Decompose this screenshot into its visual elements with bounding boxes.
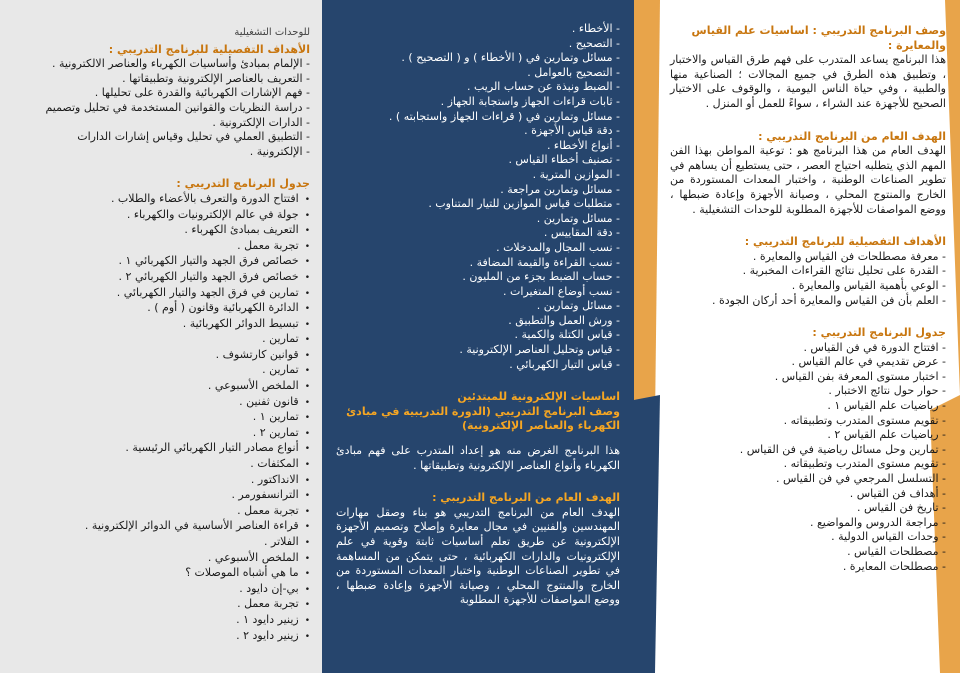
right-general-goal: الهدف العام من هذا البرنامج هو : توعية المواطن بهذا الفن المهم الذي يتطلبه احتياج العصر ، حتى يستطيع أن يساهم في تطوير الصناعات الوطنية ، واختبار المعدات المستوردة من الخارج والمنتوج المحلي ، وصيانة الأجهزة وإعادة ضبطها ، ووضع المواصفات للأجهزة المطلوبة للوحدات التشغيلية . (670, 144, 946, 216)
right-objectives-list (670, 250, 946, 308)
list-item: - مسائل وتمارين في ( قراءات الجهاز واستجابته ) . (336, 110, 620, 125)
list-item: - قياس الكتلة والكمية . (336, 328, 620, 343)
list-item: • تجربة معمل . (12, 504, 310, 520)
list-item: • تمارين ١ . (12, 410, 310, 426)
list-item: - حساب الضبط بجزء من المليون . (336, 270, 620, 285)
list-item: - التصحيح . (336, 37, 620, 52)
list-item: • تمارين في فرق الجهد والتيار الكهربائي . (12, 286, 310, 302)
list-item: - مراجعة الدروس والمواضيع . (670, 516, 946, 531)
list-item: - تاريخ فن القياس . (670, 501, 946, 516)
course-title-line2: وصف البرنامج التدريبي (الدورة التدريبية في مبادئ الكهرباء والعناصر الإلكترونية) (346, 404, 620, 433)
left-top-note: للوحدات التشغيلية (234, 27, 310, 38)
list-item: - قياس وتحليل العناصر الإلكترونية . (336, 343, 620, 358)
middle-general-goal: الهدف العام من البرنامج التدريبي هو بناء وصقل مهارات المهندسين والفنيين في مجال معايرة وإصلاح وتصميم الأجهزة الإلكترونية عن طريق تعلم أساسيات ثابتة وقوية في علم الإلكترونيات والدارات الكهربائية ، حتى يتمكن من المساهمة في تطوير الصناعات الوطنية واختبار المعدات المستوردة من الخارج والمنتوج المحلي ، وصيانة الأجهزة وإعادة ضبطها ، ووضع المواصفات للأجهزة المطلوبة (336, 505, 620, 607)
list-item: - القدرة على تحليل نتائج القراءات المخبرية . (670, 264, 946, 279)
right-description-heading: وصف البرنامج التدريبي : اساسيات علم القياس والمعايرة : (691, 24, 946, 52)
list-item: - نسب المجال والمدخلات . (336, 241, 620, 256)
list-item: - التصحيح بالعوامل . (336, 66, 620, 81)
list-item: - الإلكترونية . (12, 145, 310, 160)
left-objectives-list (12, 57, 310, 159)
right-general-goal-heading: الهدف العام من البرنامج التدريبي : (758, 129, 946, 143)
list-item: • الدائرة الكهربائية وقانون ( أوم ) . (12, 301, 310, 317)
list-item: - متطلبات قياس الموازين للتيار المتناوب . (336, 197, 620, 212)
list-item: - نسب القراءة والقيمة المضافة . (336, 256, 620, 271)
list-item: • زينير دايود ١ . (12, 613, 310, 629)
middle-topics-list (336, 22, 620, 372)
list-item: • زينير دايود ٢ . (12, 629, 310, 645)
list-item: • قراءة العناصر الأساسية في الدوائر الإلكترونية . (12, 519, 310, 535)
list-item: - افتتاح الدورة في فن القياس . (670, 341, 946, 356)
right-description: هذا البرنامج يساعد المتدرب على فهم طرق القياس والاختبار ، وتطبيق هذه الطرق في جميع المجالات ؛ الصناعية منها والطبية ، وفي حياة الناس اليومية ، والوقوف على الاختيار الصحيح للأجهزة عند الشراء ، سواءً للعمل أو المنزل . (670, 53, 946, 110)
left-schedule-list (12, 192, 310, 644)
list-item: - التعريف بالعناصر الإلكترونية وتطبيقاتها . (12, 72, 310, 87)
list-item: - الإلمام بمبادئ وأساسيات الكهرباء والعناصر الالكترونية . (12, 57, 310, 72)
list-item: - مصطلحات المعايرة . (670, 560, 946, 575)
list-item: - معرفة مصطلحات فن القياس والمعايرة . (670, 250, 946, 265)
list-item: • ما هي أشباه الموصلات ؟ (12, 566, 310, 582)
list-item: - الموازين المترية . (336, 168, 620, 183)
list-item: - العلم بأن فن القياس والمعايرة أحد أركان الجودة . (670, 294, 946, 309)
list-item: • تجربة معمل . (12, 239, 310, 255)
list-item: • أنواع مصادر التيار الكهربائي الرئيسية . (12, 441, 310, 457)
list-item: • الفلاتر . (12, 535, 310, 551)
list-item: - تمارين وحل مسائل رياضية في فن القياس . (670, 443, 946, 458)
list-item: - مسائل وتمارين . (336, 299, 620, 314)
list-item: • الملخص الأسبوعي . (12, 551, 310, 567)
left-objectives-heading: الأهداف التفصيلية للبرنامج التدريبي : (108, 42, 310, 56)
list-item: - رياضيات علم القياس ١ . (670, 399, 946, 414)
list-item: - أنواع الأخطاء . (336, 139, 620, 154)
right-schedule-list (670, 341, 946, 575)
list-item: - قياس التيار الكهربائي . (336, 358, 620, 373)
right-schedule-heading: جدول البرنامج التدريبي : (812, 326, 946, 340)
list-item: • قوانين كارتشوف . (12, 348, 310, 364)
list-item: - تصنيف أخطاء القياس . (336, 153, 620, 168)
list-item: • تمارين . (12, 363, 310, 379)
list-item: • تمارين ٢ . (12, 426, 310, 442)
middle-panel (322, 0, 634, 673)
left-panel (0, 0, 322, 673)
list-item: • الترانسفورمر . (12, 488, 310, 504)
middle-description: هذا البرنامج الغرض منه هو إعداد المتدرب على فهم مبادئ الكهرباء وأنواع العناصر الإلكترونية وتطبيقاتها . (336, 444, 620, 472)
list-item: - الضبط ونبذة عن حساب الريب . (336, 80, 620, 95)
list-item: • بي-إن دايود . (12, 582, 310, 598)
list-item: - اختبار مستوى المعرفة بفن القياس . (670, 370, 946, 385)
list-item: - رياضيات علم القياس ٢ . (670, 428, 946, 443)
list-item: - أهداف فن القياس . (670, 487, 946, 502)
list-item: - حوار حول نتائج الاختبار . (670, 384, 946, 399)
list-item: • تجربة معمل . (12, 597, 310, 613)
list-item: - التطبيق العملي في تحليل وقياس إشارات الدارات (12, 130, 310, 145)
list-item: • تمارين . (12, 332, 310, 348)
list-item: - تقويم مستوى المتدرب وتطبيقاته . (670, 457, 946, 472)
list-item: - نسب أوضاع المتغيرات . (336, 285, 620, 300)
list-item: - مسائل وتمارين في ( الأخطاء ) و ( التصحيح ) . (336, 51, 620, 66)
middle-general-goal-heading: الهدف العام من البرنامج التدريبي : (432, 491, 620, 505)
list-item: • المكثفات . (12, 457, 310, 473)
list-item: - مسائل وتمارين . (336, 212, 620, 227)
list-item: • خصائص فرق الجهد والتيار الكهربائي ٢ . (12, 270, 310, 286)
list-item: - الوعي بأهمية القياس والمعايرة . (670, 279, 946, 294)
list-item: • قانون ثفنين . (12, 395, 310, 411)
list-item: - الأخطاء . (336, 22, 620, 37)
list-item: - مصطلحات القياس . (670, 545, 946, 560)
list-item: • افتتاح الدورة والتعرف بالأعضاء والطلاب . (12, 192, 310, 208)
list-item: • التعريف بمبادئ الكهرباء . (12, 223, 310, 239)
right-objectives-heading: الأهداف التفصيلية للبرنامج التدريبي : (744, 235, 946, 249)
list-item: • خصائص فرق الجهد والتيار الكهربائي ١ . (12, 254, 310, 270)
list-item: - ورش العمل والتطبيق . (336, 314, 620, 329)
list-item: - الدارات الإلكترونية . (12, 116, 310, 131)
list-item: • الملخص الأسبوعي . (12, 379, 310, 395)
list-item: - فهم الإشارات الكهربائية والقدرة على تحليلها . (12, 86, 310, 101)
list-item: - دقة المقاييس . (336, 226, 620, 241)
list-item: • تبسيط الدوائر الكهربائية . (12, 317, 310, 333)
list-item: - التسلسل المرجعي في فن القياس . (670, 472, 946, 487)
list-item: • جولة في عالم الإلكترونيات والكهرباء . (12, 208, 310, 224)
list-item: - دراسة النظريات والقوانين المستخدمة في تحليل وتصميم (12, 101, 310, 116)
course-title-line1: اساسيات الإلكترونية للمبتدئين (457, 390, 620, 404)
list-item: • الانداكتور . (12, 473, 310, 489)
list-item: - مسائل وتمارين مراجعة . (336, 183, 620, 198)
list-item: - وحدات القياس الدولية . (670, 530, 946, 545)
list-item: - عرض تقديمي في عالم القياس . (670, 355, 946, 370)
list-item: - دقة قياس الأجهزة . (336, 124, 620, 139)
list-item: - ثابات قراءات الجهاز واستجابة الجهاز . (336, 95, 620, 110)
right-panel (660, 0, 960, 673)
list-item: - تقويم مستوى المتدرب وتطبيقاته . (670, 414, 946, 429)
left-schedule-heading: جدول البرنامج التدريبي : (176, 177, 310, 191)
